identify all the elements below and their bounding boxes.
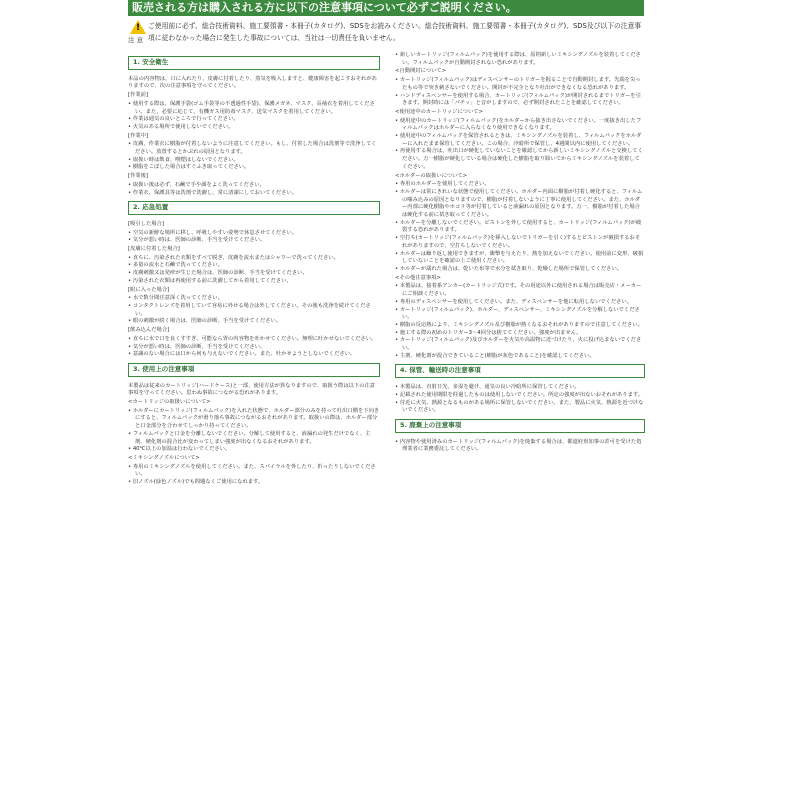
subheading: [吸引した場合]: [128, 220, 164, 227]
list-item: • 皮膚刺激又は発疹が生じた場合は、医師の診断、手当を受けてください。: [128, 270, 380, 278]
subheading: <自動開封について>: [395, 68, 447, 75]
list-item: • カートリッジ(フィルムパック)及びホルダーを火気や高温物に近づけたり、火に投げ込まないでください。: [395, 337, 645, 352]
section-title: 3. 使用上の注意事項: [128, 363, 380, 377]
section-title: 5. 廃棄上の注意事項: [395, 419, 645, 433]
list-item: • 専用のミキシングノズルを使用してください。また、スパイラルを外したり、折ったりしないでください。: [128, 464, 380, 479]
list-item: • カートリッジ(フィルムパック)はディスペンサーのトリガーを握ることで自動開封します。先端を尖ったもの等で突き刺さないでください。開封が不完全となり吐出ができなくなる恐れがあります。: [395, 77, 645, 92]
list-item: • 多量の流水と石鹸で洗ってください。: [128, 262, 380, 270]
left-column: [128, 52, 380, 487]
paragraph: 本品の内容物は、口に入れたり、皮膚に付着したり、蒸気を吸入しますと、健康障害を起こすおそれがありますので、次の注意事項を守ってください。: [128, 75, 377, 90]
list-item: • コンタクトレンズを着用していて容易に外せる場合は外してください。その後も洗浄を続けてください。: [128, 303, 380, 318]
list-item: • 専用のディスペンサーを使用してください。また、ディスペンサーを他に転用しないでください。: [395, 299, 645, 307]
list-item: • 空打ち(カートリッジ(フィルムパック)を挿入しないでトリガーを引く)するとピストンが破損するおそれがありますので、空打ちしないでください。: [395, 235, 645, 250]
list-item: • 取扱い時は飲食、喫煙はしないでください。: [128, 157, 380, 165]
list-item: • 意識のない場合には口から何も与えないでください。また、吐かせようとしないでください。: [128, 351, 380, 359]
list-item: • 本製品は、接着系アンカー(カートリッジ式)です。その用途以外に使用される場合は販売店・メーカーにご相談ください。: [395, 283, 645, 298]
list-item: • 使用する際は、保護手袋(ゴム手袋等の不透過性手袋)、保護メガネ、マスク、長袖衣を着用してください。また、必要に応じて、有機ガス用防毒マスク、送気マスクを着用してください。: [128, 101, 380, 116]
list-item: • ホルダーは繰り返し使用できますが、衝撃を与えたり、熱を加えないでください。使用前に変形、破損していないことを確認の上ご使用ください。: [395, 251, 645, 266]
list-item: • 専用のホルダーを使用してください。: [395, 181, 645, 189]
right-column: [395, 52, 645, 454]
list-item: • 気分が悪い時は、医師の診断、手当を受けてください。: [128, 237, 380, 245]
list-item: • 水で数分間注意深く洗ってください。: [128, 295, 380, 303]
list-item: • 皮膚、作業衣に樹脂が付着しないように注意してください。もし、付着した場合は洗剤等で洗浄してください。放置するとかぶれの原因となります。: [128, 141, 380, 156]
list-item: • 40℃以上の加温は行わないでください。: [128, 446, 380, 454]
subheading: [飲み込んだ場合]: [128, 327, 170, 334]
list-item: • 使用途中のカートリッジ(フィルムパック)をホルダーから抜き出さないでください。一度抜き出したフィルムパックはホルダーに入らなくなり使用できなくなります。: [395, 118, 645, 133]
list-item: • 空気の新鮮な場所に移し、呼吸しやすい姿勢で休息させてください。: [128, 230, 380, 238]
list-item: • 眼の刺激が続く場合は、医師の診断、手当を受けてください。: [128, 318, 380, 326]
list-item: • 直ちに、汚染された衣類をすべて脱ぎ、皮膚を流水またはシャワーで洗ってください。: [128, 255, 380, 263]
list-item: • 旧ノズル(緑色ノズル)でも問題なくご使用になれます。: [128, 479, 380, 487]
paragraph: 本製品は従来のカートリッジ(ハードケース)と一部、使用方法が異なりますので、取扱う際は以下の注意事項を守ってください。思わぬ事故につながる恐れがあります。: [128, 382, 376, 397]
list-item: • 付近に火気、熱源となるものがある場所に保管しないでください。また、製品に火気、熱源を近づけないでください。: [395, 400, 645, 415]
list-item: • ホルダーを分離しないでください。ピストンを外して使用すると、カートリッジ(フィルムパック)が破裂する恐れがあります。: [395, 220, 645, 235]
subheading: [眼に入った場合]: [128, 286, 170, 293]
subheading: [作業後]: [128, 173, 149, 180]
list-item: • 記載された使用期限を経過したものは使用しないでください。所定の強度が出ないおそれがあります。: [395, 392, 645, 400]
subheading: [皮膚に付着した場合]: [128, 246, 180, 253]
page-header: 販売される方は購入される方に以下の注意事項について必ずご説明ください。: [128, 0, 644, 16]
subheading: <カートリッジの取扱いについて>: [128, 399, 211, 406]
list-item: • 内容物や使用済みのカートリッジ(フィルムパック)を廃棄する場合は、都道府県知事の許可を受けた処理業者に業務委託してください。: [395, 439, 645, 454]
subheading: <その他注意事項>: [395, 274, 441, 281]
list-item: • 作業は通気の良いところで行ってください。: [128, 116, 380, 124]
subheading: [作業前]: [128, 92, 149, 99]
list-item: • 汚染された衣類は再使用する前に洗濯してから着用してください。: [128, 278, 380, 286]
list-item: • ホルダーは常にきれいな状態で使用してください。ホルダー内面に樹脂が付着し硬化すると、フィルムの噛み込みの原因となりますので、樹脂が付着しないように丁寧に使用してください。また、ホルダー内部に硬化樹脂やホコリ等が付着していると液漏れの原因となります。万一、樹脂が付着した場合は硬化する前に拭き取ってください。: [395, 189, 645, 220]
list-item: • 取扱い後は必ず、石鹸で手や顔をよく洗ってください。: [128, 182, 380, 190]
caution-label: 注 意: [128, 36, 144, 44]
list-item: • 樹脂の反応熱により、ミキシングノズル及び樹脂が熱くなるおそれがありますので注意してください。: [395, 322, 645, 330]
section-title: 1. 安全衛生: [128, 56, 380, 70]
list-item: • 主剤、硬化剤が混合できていること(樹脂が灰色であること)を確認してください。: [395, 353, 645, 361]
list-item: • 樹脂をこぼした場合はすぐふき取ってください。: [128, 164, 380, 172]
subheading: <使用途中のカートリッジについて>: [395, 108, 484, 115]
caution-text: ご使用前に必ず、総合技術資料、施工要領書・本冊子(カタログ)、SDSをお読みください。総合技術資料、施工要領書・本冊子(カタログ)、SDS及び以下の注意事項に従わなかった場合に発生した事故については、当社は一切責任を負いません。: [148, 22, 642, 42]
list-item: • 使用途中のフィルムパックを保管されるときは、ミキシングノズルを装着し、フィルムパックをホルダーに入れたまま保管してください。この場合、冷暗所で保管し、4週間以内に使用してください。: [395, 133, 645, 148]
list-item: • カートリッジ(フィルムパック)、ホルダー、ディスペンサー、ミキシングノズルを分解しないでください。: [395, 307, 645, 322]
subheading: <ホルダーの取扱いについて>: [395, 172, 468, 179]
subheading: <ミキシングノズルについて>: [128, 454, 200, 461]
list-item: • フィルムパックと口金を分離しないでください。分解して使用すると、液漏れの発生だけでなく、主剤、硬化剤の混合比が変わってしまい強度が出なくなるおそれがあります。: [128, 431, 380, 446]
warning-exclamation-icon: !: [136, 23, 141, 33]
list-item: • 施工する際の初めのトリガー3〜4回分は捨ててください。強度が出ません。: [395, 330, 645, 338]
list-item: • 本製品は、直射日光、多湿を避け、通気の良い冷暗所に保管してください。: [395, 384, 645, 392]
list-item: • 新しいカートリッジ(フィルムパック)を使用する際は、原則新しいミキシングノズルを装着してください。フィルムパックが自動開封されない恐れがあります。: [395, 52, 645, 67]
list-item: • 火気のある場所で使用しないでください。: [128, 124, 380, 132]
list-item: • 直ちに水で口を良くすすぎ、可能なら胃の内容物を吐かせてください。無理に吐かせないでください。: [128, 336, 380, 344]
section-title: 4. 保管、輸送時の注意事項: [395, 364, 645, 378]
list-item: • 気分が悪い時は、医師の診断、手当を受けてください。: [128, 344, 380, 352]
list-item: • 作業衣、保護具等は洗剤で洗濯し、常に清潔にしておいてください。: [128, 190, 380, 198]
list-item: • ホルダーが濡れた場合は、乾いた布等で水分を拭き取り、乾燥した場所で保管してください。: [395, 266, 645, 274]
list-item: • ハンドディスペンサーを使用する場合、カートリッジ(フィルムパック)が開封されるまでトリガーを引きます。開封時には「パチッ」と音がしますので、必ず開封されたことを確認してください。: [395, 93, 645, 108]
list-item: • 再使用する場合は、吐出口が硬化していないことを確認してから新しいミキシングノズルと交換してください。万一樹脂が硬化している場合は硬化した樹脂を取り除いてからミキシングノズルを装着してください。: [395, 148, 645, 171]
caution-notice: [128, 18, 644, 46]
subheading: [作業中]: [128, 132, 149, 139]
section-title: 2. 応急処置: [128, 201, 380, 215]
list-item: • ホルダーにカートリッジ(フィルムパック)を入れた状態で、ホルダー部分のみを持って吐出口側を下向きにすると、フィルムパックが滑り落ち事故につながるおそれがあります。取扱いの際は、ホルダー部分と口金部分を合わせてしっかり持ってください。: [128, 408, 380, 431]
